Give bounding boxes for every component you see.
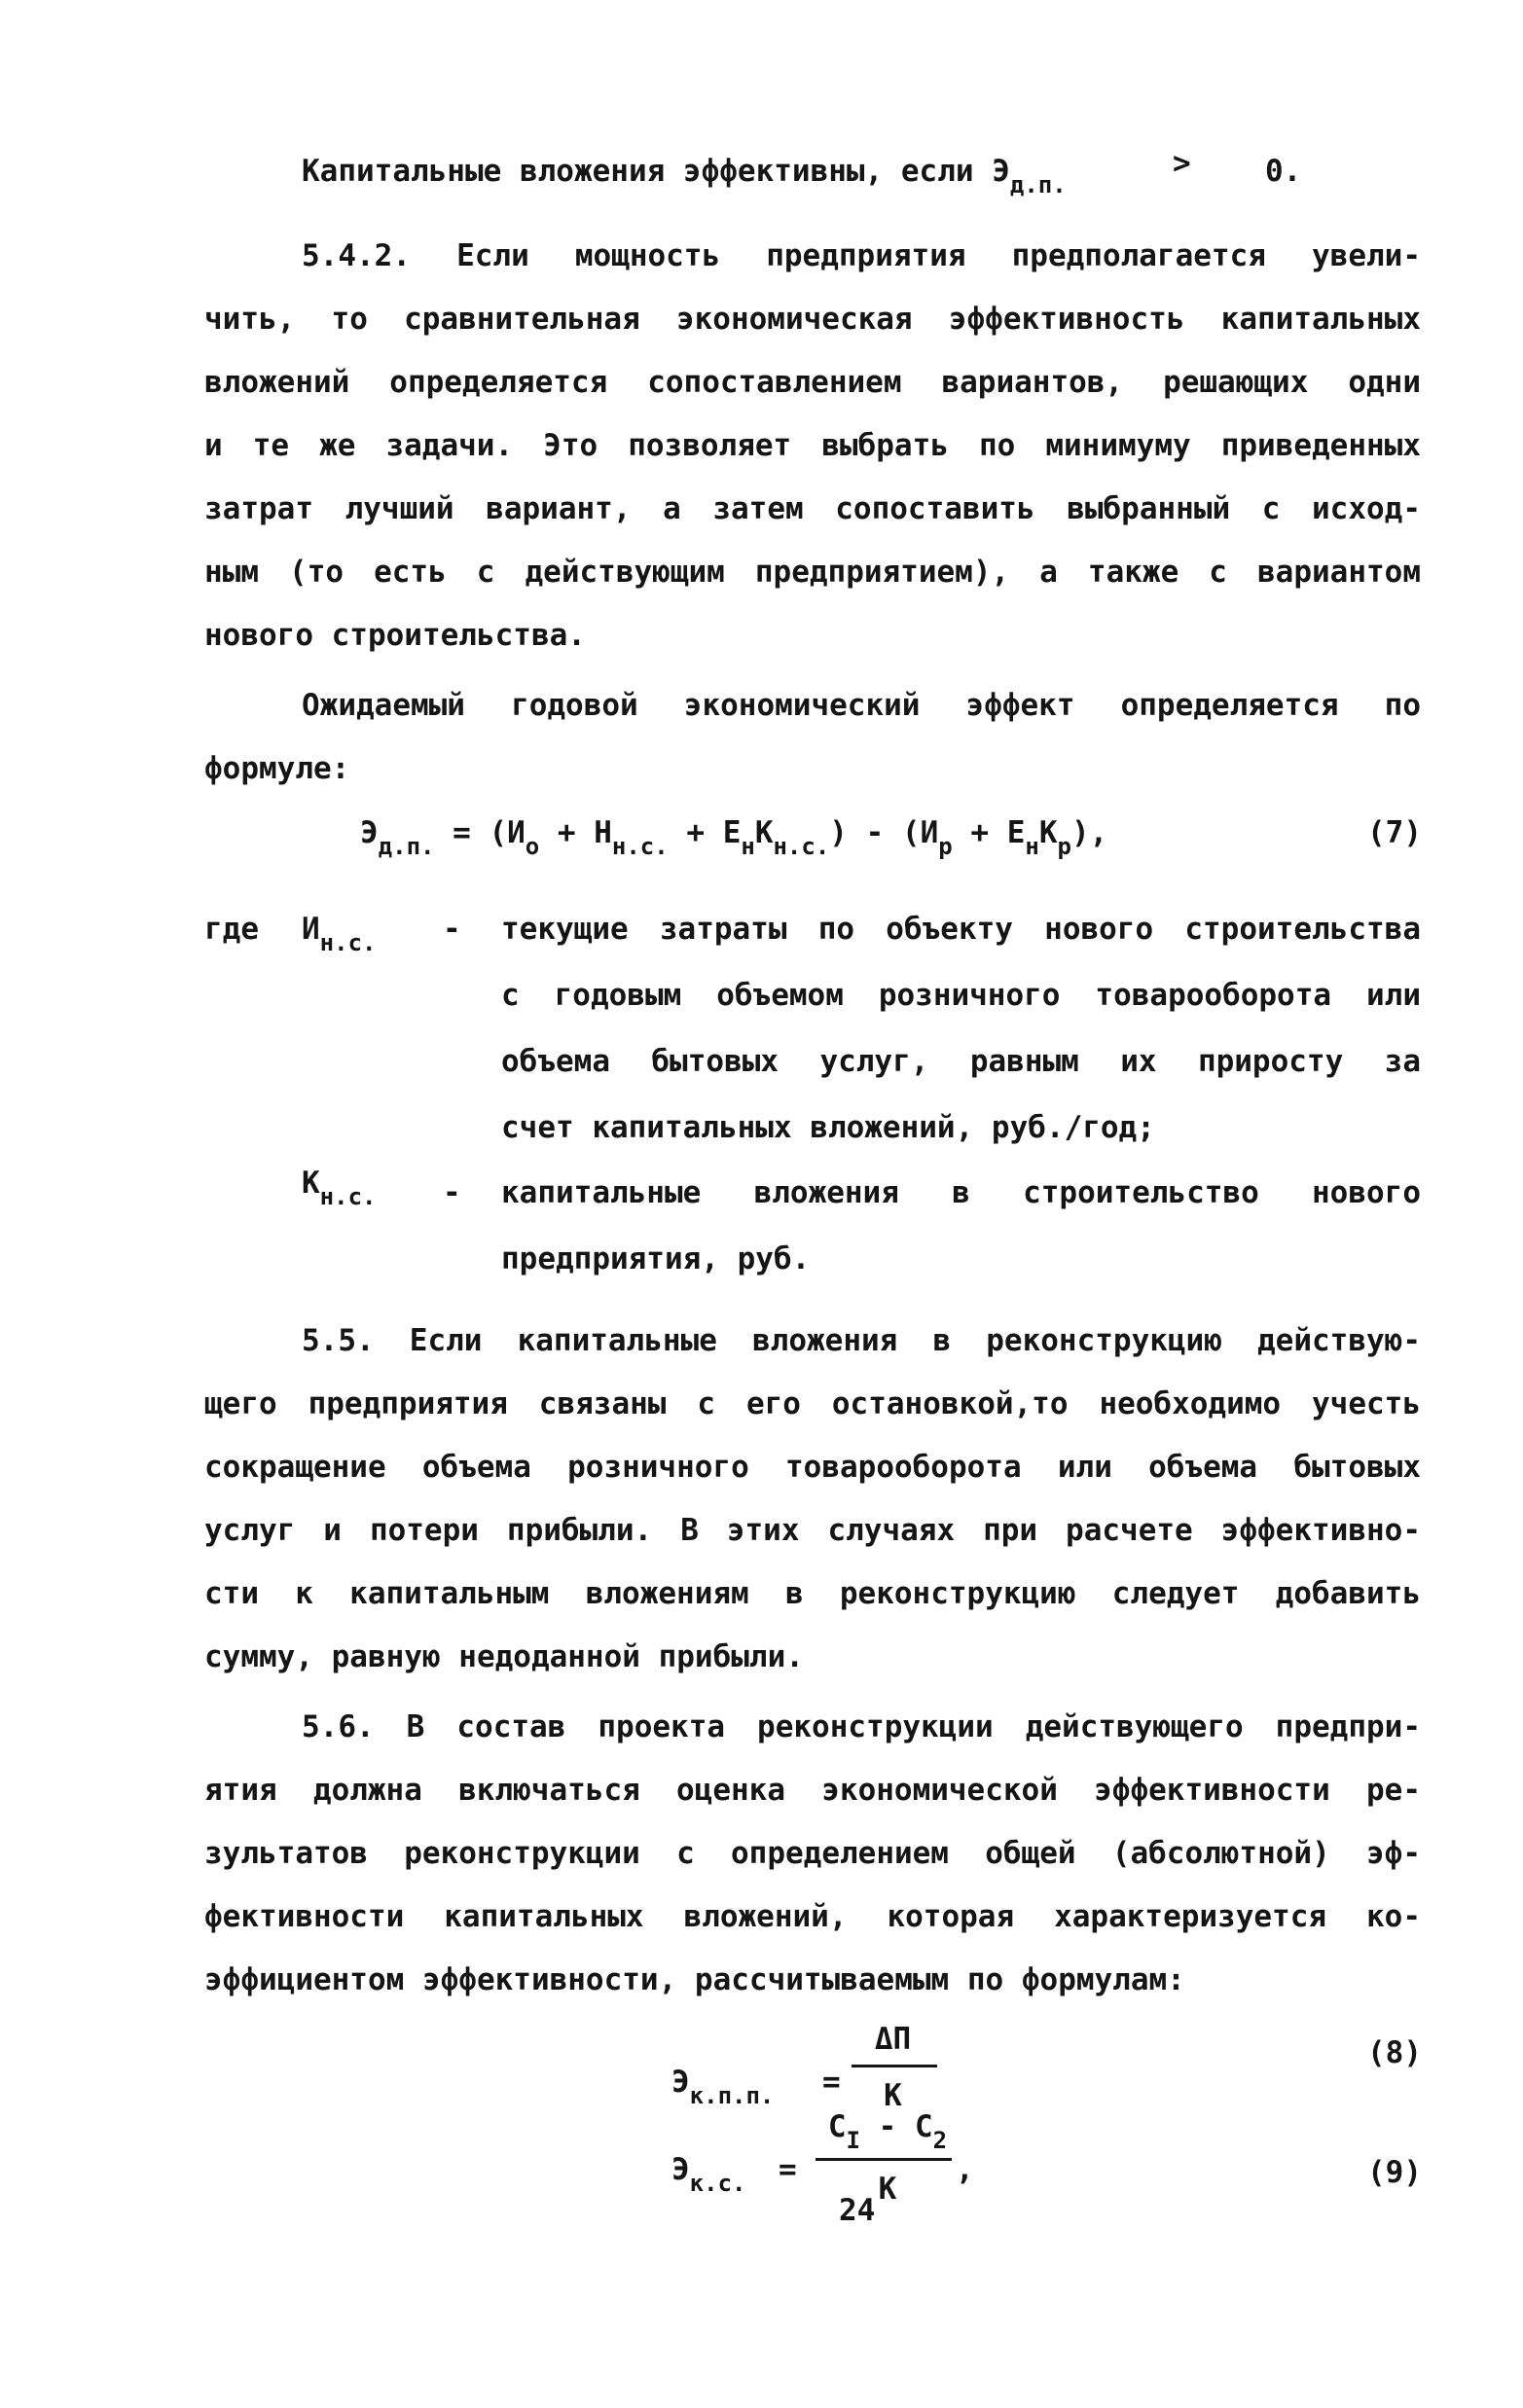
formula-8-number: (8) [1367, 2035, 1422, 2070]
definition-line: счет капитальных вложений, руб./год; [501, 1110, 1155, 1145]
term-i-ns: $И_{н.с.}$ [302, 912, 377, 956]
term-k-ns: $К_{н.с.}$ [302, 1166, 377, 1210]
paragraph-line: ным (то есть с действующим предприятием), а также с вариантом [204, 555, 1421, 590]
paragraph-line: сокращение объема розничного товарооборота или объема бытовых [204, 1450, 1421, 1485]
paragraph-line: 5.5. Если капитальные вложения в реконструкцию действую- [302, 1323, 1421, 1358]
paragraph-line: ятия должна включаться оценка экономической эффективности ре- [204, 1773, 1421, 1808]
definition-line: объема бытовых услуг, равным их приросту за [501, 1044, 1421, 1079]
formula-9-denominator: К [878, 2172, 897, 2207]
formula-9-lhs: $Э_{к.с.}$ [671, 2152, 746, 2197]
formula-7: $Э_{д.п.} = (И_о + Н_{н.с.} + Е_нК_{н.с.}) - (И_р + Е_нК_р)$, [360, 815, 1108, 860]
formula-9-numerator: $С_I - С_2$ [827, 2109, 948, 2154]
where-label: где [204, 912, 259, 947]
paragraph-line: нового строительства. [204, 618, 586, 653]
paragraph-line: фективности капитальных вложений, которая характеризуется ко- [204, 1899, 1421, 1934]
fraction-bar [816, 2158, 952, 2161]
formula-7-number: (7) [1367, 815, 1422, 850]
paragraph-line: и те же задачи. Это позволяет выбрать по минимуму приведенных [204, 428, 1421, 463]
definition-dash: - [443, 912, 461, 947]
top-line: Капитальные вложения эффективны, если $Э_{д.п.}$ [302, 154, 1067, 198]
paragraph-line: вложений определяется сопоставлением вариантов, решающих одни [204, 365, 1421, 400]
paragraph-line: эффициентом эффективности, рассчитываемым по формулам: [204, 1962, 1185, 1997]
formula-9-comma: , [956, 2152, 974, 2187]
paragraph-line: чить, то сравнительная экономическая эффективность капитальных [204, 302, 1421, 337]
zero-value: 0. [1265, 154, 1302, 189]
paragraph-line: услуг и потери прибыли. В этих случаях при расчете эффективно- [204, 1513, 1421, 1548]
formula-8-equals: = [822, 2065, 841, 2100]
definition-line: с годовым объемом розничного товарооборота или [501, 978, 1421, 1013]
paragraph-line: 5.6. В состав проекта реконструкции действующего предпри- [302, 1709, 1421, 1744]
paragraph-line: щего предприятия связаны с его остановкой,то необходимо учесть [204, 1386, 1421, 1421]
paragraph-line: Ожидаемый годовой экономический эффект определяется по [302, 688, 1421, 723]
greater-than-sign: > [1173, 146, 1191, 181]
formula-8-denominator: К [884, 2078, 902, 2113]
paragraph-line: сти к капитальным вложениям в реконструкцию следует добавить [204, 1576, 1421, 1611]
paragraph-line: формуле: [204, 751, 350, 786]
fraction-bar [852, 2065, 937, 2067]
paragraph-line: затрат лучший вариант, а затем сопоставить выбранный с исход- [204, 491, 1421, 526]
definition-line: предприятия, руб. [501, 1241, 811, 1276]
page-number: 24 [839, 2193, 876, 2228]
paragraph-line: сумму, равную недоданной прибыли. [204, 1639, 804, 1674]
formula-9-number: (9) [1367, 2155, 1422, 2190]
definition-line: текущие затраты по объекту нового строительства [501, 912, 1421, 947]
definition-line: капитальные вложения в строительство нового [501, 1175, 1421, 1210]
paragraph-line: 5.4.2. Если мощность предприятия предполагается увели- [302, 238, 1421, 273]
definition-dash: - [443, 1175, 461, 1210]
paragraph-line: зультатов реконструкции с определением общей (абсолютной) эф- [204, 1836, 1421, 1871]
formula-8-numerator: ΔП [874, 2022, 912, 2057]
formula-9-equals: = [779, 2152, 797, 2187]
formula-8-lhs: $Э_{к.п.п.}$ [671, 2065, 775, 2109]
